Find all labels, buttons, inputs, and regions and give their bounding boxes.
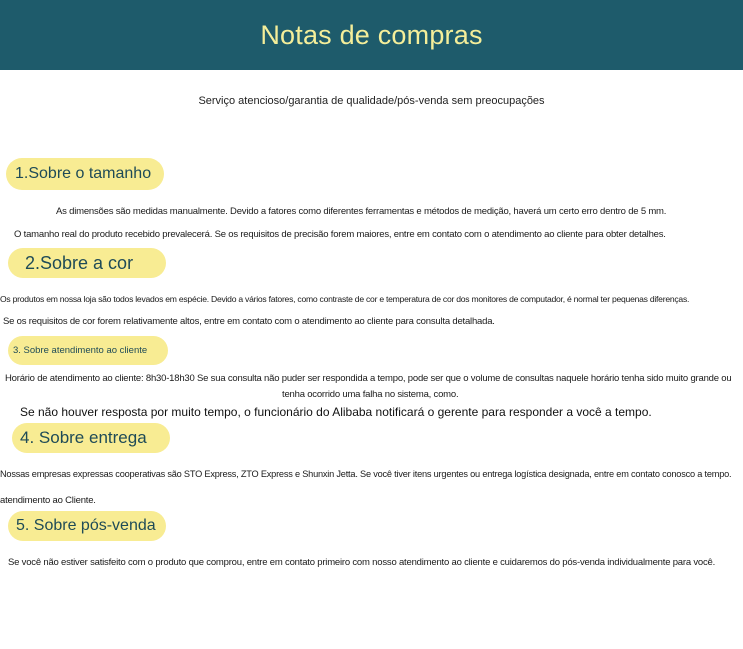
section-heading-customer-service	[8, 336, 168, 365]
page-title: Notas de compras	[260, 19, 483, 50]
section-heading-label: 4. Sobre entrega	[20, 428, 147, 447]
section-text-line: tenha ocorrido uma falha no sistema, como.	[282, 389, 459, 400]
section-text-line: Se você não estiver satisfeito com o produto que comprou, entre em contato primeiro com nosso atendimento ao cliente e cuidaremos do pós-venda individualmente para você.	[8, 557, 716, 568]
section-heading-color	[8, 248, 166, 278]
section-heading-after-sales	[8, 511, 166, 541]
section-heading-label: 1.Sobre o tamanho	[15, 165, 152, 182]
page-header	[0, 0, 743, 70]
section-text-line: Se os requisitos de cor forem relativamente altos, entre em contato com o atendimento ao cliente para consulta detalhada.	[3, 316, 495, 327]
section-text-line: Horário de atendimento ao cliente: 8h30-18h30 Se sua consulta não puder ser respondida a tempo, pode ser que o volume de consultas naquele horário tenha sido muito grande ou	[5, 373, 732, 384]
section-heading-label: 3. Sobre atendimento ao cliente	[13, 345, 148, 356]
section-text-line: O tamanho real do produto recebido prevalecerá. Se os requisitos de precisão forem maiores, entre em contato com o atendimento ao cliente para obter detalhes.	[14, 229, 666, 240]
section-text-line: atendimento ao Cliente.	[0, 495, 96, 506]
section-text-line: Os produtos em nossa loja são todos levados em espécie. Devido a vários fatores, como contraste de cor e temperatura de cor dos monitores de computador, é normal ter pequenas diferenças.	[0, 294, 690, 304]
section-heading-size	[6, 158, 164, 190]
service-subtitle: Serviço atencioso/garantia de qualidade/pós-venda sem preocupações	[198, 95, 545, 107]
section-text-line: Se não houver resposta por muito tempo, o funcionário do Alibaba notificará o gerente para responder a você a tempo.	[20, 405, 652, 419]
section-text-line: As dimensões são medidas manualmente. Devido a fatores como diferentes ferramentas e métodos de medição, haverá um certo erro dentro de 5 mm.	[56, 206, 667, 217]
section-heading-delivery	[12, 423, 170, 453]
section-text-line: Nossas empresas expressas cooperativas são STO Express, ZTO Express e Shunxin Jetta. Se você tiver itens urgentes ou entrega logística designada, entre em contato conosco a tempo.	[0, 469, 732, 479]
section-heading-label: 2.Sobre a cor	[25, 252, 134, 273]
section-heading-label: 5. Sobre pós-venda	[16, 517, 156, 534]
